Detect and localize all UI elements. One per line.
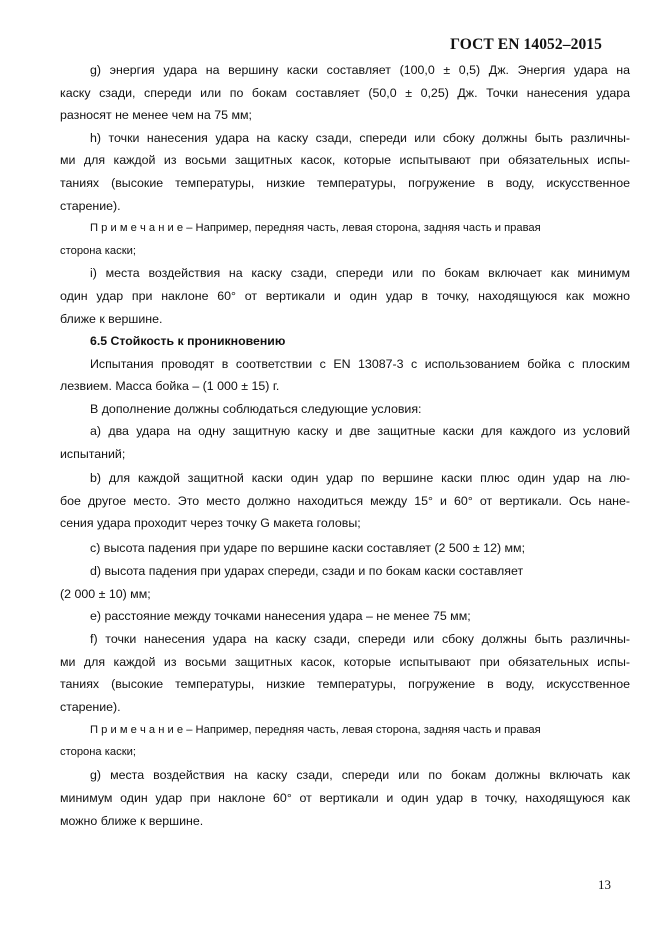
text-line: В дополнение должны соблюдаться следующие условия: [90,402,422,416]
text-line: ми для каждой из восьми защитных касок, которые испытывают при обязательных испы- [60,655,630,669]
text-line: c) высота падения при ударе по вершине каски составляет (2 500 ± 12) мм; [90,541,526,555]
text-line: Испытания проводят в соответствии с EN 13087-3 с использованием бойка с плоским [90,357,630,371]
text-line: (2 000 ± 10) мм; [60,587,151,601]
text-line: таниях (высокие температуры, низкие температуры, погружение в воду, искусственное [60,677,630,691]
note-line: П р и м е ч а н и е – Например, передняя часть, левая сторона, задняя часть и правая [90,724,541,736]
text-line: ми для каждой из восьми защитных касок, которые испытывают при обязательных испы- [60,153,630,167]
text-line: b) для каждой защитной каски один удар по вершине каски плюс один удар на лю- [90,471,630,485]
text-line: разносят не менее чем на 75 мм; [60,108,252,122]
text-line: e) расстояние между точками нанесения удара – не менее 75 мм; [90,609,471,623]
text-line: каску сзади, спереди или по бокам составляет (50,0 ± 0,25) Дж. Точки нанесения удара [60,86,630,100]
text-line: i) места воздействия на каску сзади, спереди или по бокам включает как минимум [90,266,630,280]
text-line: бое другое место. Это место должно находиться между 15° и 60° от вертикали. Ось нане- [60,494,630,508]
text-line: g) места воздействия на каску сзади, спереди или по бокам должны включать как [90,768,630,782]
text-line: d) высота падения при ударах спереди, сзади и по бокам каски составляет [90,564,524,578]
text-line: таниях (высокие температуры, низкие температуры, погружение в воду, искусственное [60,176,630,190]
text-line: минимум один удар при наклоне 60° от вертикали и один удар в точку, находящуюся как [60,791,630,805]
text-line: ближе к вершине. [60,312,163,326]
section-heading: 6.5 Стойкость к проникновению [90,334,286,348]
text-line: a) два удара на одну защитную каску и две защитные каски для каждого из условий [90,424,630,438]
page-number: 13 [598,877,611,892]
text-line: сения удара проходит через точку G макета головы; [60,516,361,530]
text-line: лезвием. Масса бойка – (1 000 ± 15) г. [60,379,280,393]
note-line: сторона каски; [60,245,136,257]
text-line: g) энергия удара на вершину каски составляет (100,0 ± 0,5) Дж. Энергия удара на [90,63,630,77]
note-line: сторона каски; [60,746,136,758]
document-header: ГОСТ EN 14052–2015 [450,36,602,53]
text-line: один удар при наклоне 60° от вертикали и один удар в точку, находящуюся как можно [60,289,630,303]
text-line: старение). [60,700,121,714]
text-line: старение). [60,199,121,213]
text-line: испытаний; [60,447,126,461]
text-line: f) точки нанесения удара на каску сзади, спереди или сбоку должны быть различны- [90,632,630,646]
text-line: h) точки нанесения удара на каску сзади, спереди или сбоку должны быть различны- [90,131,630,145]
text-line: можно ближе к вершине. [60,814,204,828]
note-line: П р и м е ч а н и е – Например, передняя часть, левая сторона, задняя часть и правая [90,222,541,234]
